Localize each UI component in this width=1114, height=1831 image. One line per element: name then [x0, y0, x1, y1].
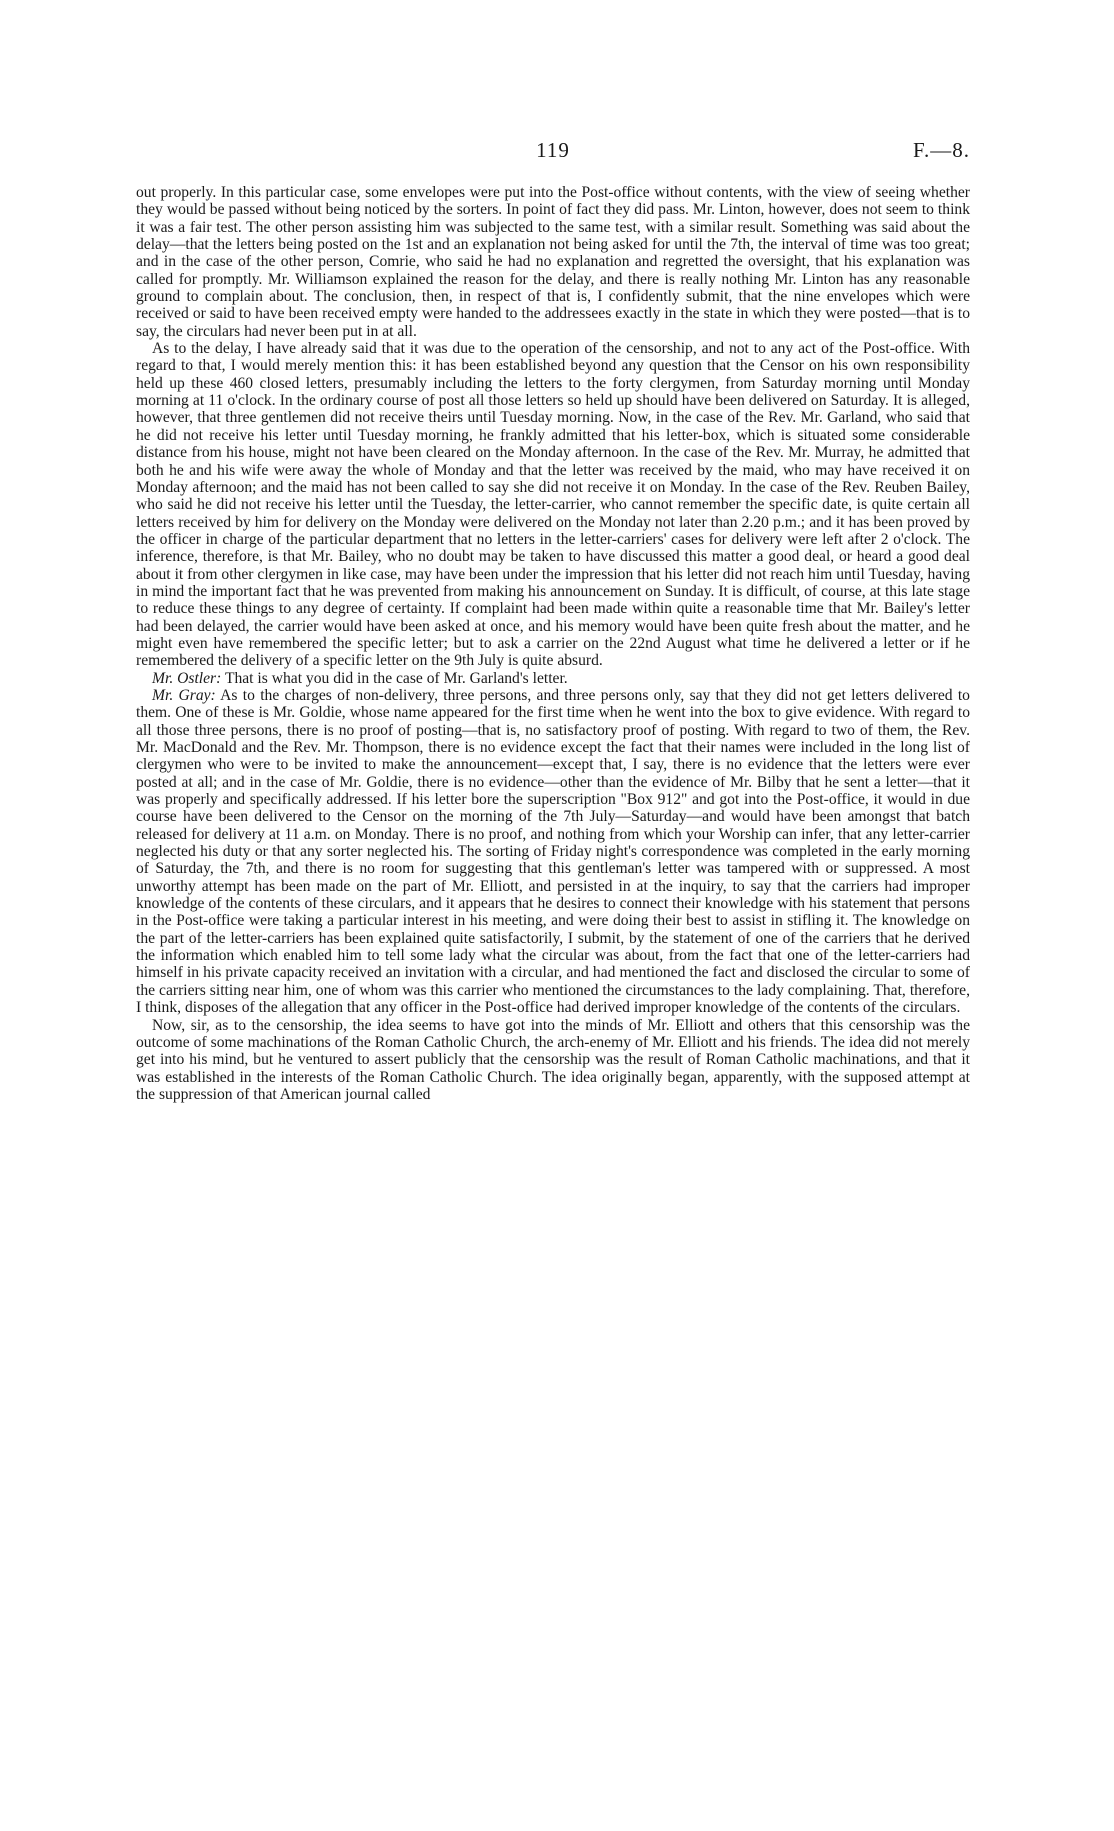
paragraph-text: That is what you did in the case of Mr. Garland's letter. [224, 669, 568, 687]
paragraph-text: out properly. In this particular case, some envelopes were put into the Post-office without contents, with the view of seeing whether they would be passed without being noticed by the sorters. In point of fact they did pass. Mr. Linton, however, does not seem to think it was a fair test. The other person assisting him was subjected to the same test, with a similar result. Something was said about the delay—that the letters being posted on the 1st and an explanation not being asked for until the 7th, the interval of time was too great; and in the case of the other person, Comrie, who said he had no explanation and regretted the oversight, that his explanation was called for promptly. Mr. Williamson explained the reason for the delay, and there is really nothing Mr. Linton has any reasonable ground to complain about. The conclusion, then, in respect of that is, I confidently submit, that the nine envelopes which were received or said to have been received empty were handed to the addressees exactly in the state in which they were posted—that is to say, the circulars had never been put in at all. [136, 184, 970, 340]
speaker-name: Mr. Gray: [152, 686, 216, 704]
paragraph-3 [136, 670, 970, 687]
paragraph-text: Now, sir, as to the censorship, the idea seems to have got into the minds of Mr. Elliott and others that this censorship was the outcome of some machinations of the Roman Catholic Church, the arch-enemy of Mr. Elliott and his friends. The idea did not merely get into his mind, but he ventured to assert publicly that the censorship was the result of Roman Catholic machinations, and that it was established in the interests of the Roman Catholic Church. The idea originally began, apparently, with the supposed attempt at the suppression of that American journal called [136, 1016, 970, 1103]
paragraph-text: As to the delay, I have already said that it was due to the operation of the censorship, and not to any act of the Post-office. With regard to that, I would merely mention this: it has been established beyond any question that the Censor on his own responsibility held up these 460 closed letters, presumably including the letters to the forty clergymen, from Saturday morning until Monday morning at 11 o'clock. In the ordinary course of post all those letters so held up should have been delivered on Saturday. It is alleged, however, that three gentlemen did not receive theirs until Tuesday morning. Now, in the case of the Rev. Mr. Garland, who said that he did not receive his letter until Tuesday morning, he frankly admitted that his letter-box, which is situated some considerable distance from his house, might not have been cleared on the Monday afternoon. In the case of the Rev. Mr. Murray, he admitted that both he and his wife were away the whole of Monday and that the letter was received by the maid, who may have received it on Monday afternoon; and the maid has not been called to say she did not receive it on Monday. In the case of the Rev. Reuben Bailey, who said he did not receive his letter until the Tuesday, the letter-carrier, who cannot remember the specific date, is quite certain all letters received by him for delivery on the Monday were delivered on the Monday not later than 2.20 p.m.; and it has been proved by the officer in charge of the particular department that no letters in the letter-carriers' cases for delivery were left after 2 o'clock. The inference, therefore, is that Mr. Bailey, who no doubt may be taken to have discussed this matter a good deal, or heard a good deal about it from other clergymen in like case, may have been under the impression that his letter did not reach him until Tuesday, having in mind the important fact that he was prevented from making his announcement on Sunday. It is difficult, of course, at this late stage to reduce these things to any degree of certainty. If complaint had been made within quite a reasonable time that Mr. Bailey's letter had been delayed, the carrier would have been asked at once, and his memory would have been quite fresh about the matter, and he might even have remembered the specific letter; but to ask a carrier on the 22nd August what time he delivered a letter or if he remembered the delivery of a specific letter on the 9th July is quite absurd. [136, 340, 970, 670]
paragraph-text: As to the charges of non-delivery, three persons, and three persons only, say that they did not get letters delivered to them. One of these is Mr. Goldie, whose name appeared for the first time when he went into the box to give evidence. With regard to all those three persons, there is no proof of posting—that is, no satisfactory proof of posting. With regard to two of them, the Rev. Mr. MacDonald and the Rev. Mr. Thompson, there is no evidence except the fact that their names were included in the long list of clergymen who were to be invited to make the announcement—except that, I say, there is no evidence that the letters were ever posted at all; and in the case of Mr. Goldie, there is no evidence—other than the evidence of Mr. Bilby that he sent a letter—that it was properly and specifically addressed. If his letter bore the superscription "Box 912" and got into the Post-office, it would in due course have been delivered to the Censor on the morning of the 7th July—Saturday—and would have been amongst that batch released for delivery at 11 a.m. on Monday. There is no proof, and nothing from which your Worship can infer, that any letter-carrier neglected his duty or that any sorter neglected his. The sorting of Friday night's correspondence was completed in the early morning of Saturday, the 7th, and there is no room for suggesting that this gentleman's letter was tampered with or suppressed. A most unworthy attempt has been made on the part of Mr. Elliott, and persisted in at the inquiry, to say that the carriers had improper knowledge of the contents of these circulars, and it appears that he desires to connect their knowledge with his statement that persons in the Post-office were taking a particular interest in his meeting, and were doing their best to assist in stifling it. The knowledge on the part of the letter-carriers has been explained quite satisfactorily, I submit, by the statement of one of the carriers that he derived the information which enabled him to tell some lady what the circular was about, from the fact that one of the letter-carriers had himself in his private capacity received an invitation with a circular, and had mentioned the fact and disclosed the circular to some of the carriers sitting near him, one of whom was this carrier who mentioned the circumstances to the lady complaining. That, therefore, I think, disposes of the allegation that any officer in the Post-office had derived improper knowledge of the contents of the circulars. [136, 686, 970, 1017]
paragraph-4 [136, 687, 970, 1017]
paragraph-1 [136, 184, 970, 340]
page-header [136, 138, 970, 168]
paragraph-5 [136, 1017, 970, 1104]
speaker-name: Mr. Ostler: [152, 669, 222, 687]
paragraph-2 [136, 340, 970, 670]
document-reference: F.—8. [913, 138, 970, 162]
body-text [136, 184, 970, 1103]
page-number: 119 [536, 138, 570, 162]
